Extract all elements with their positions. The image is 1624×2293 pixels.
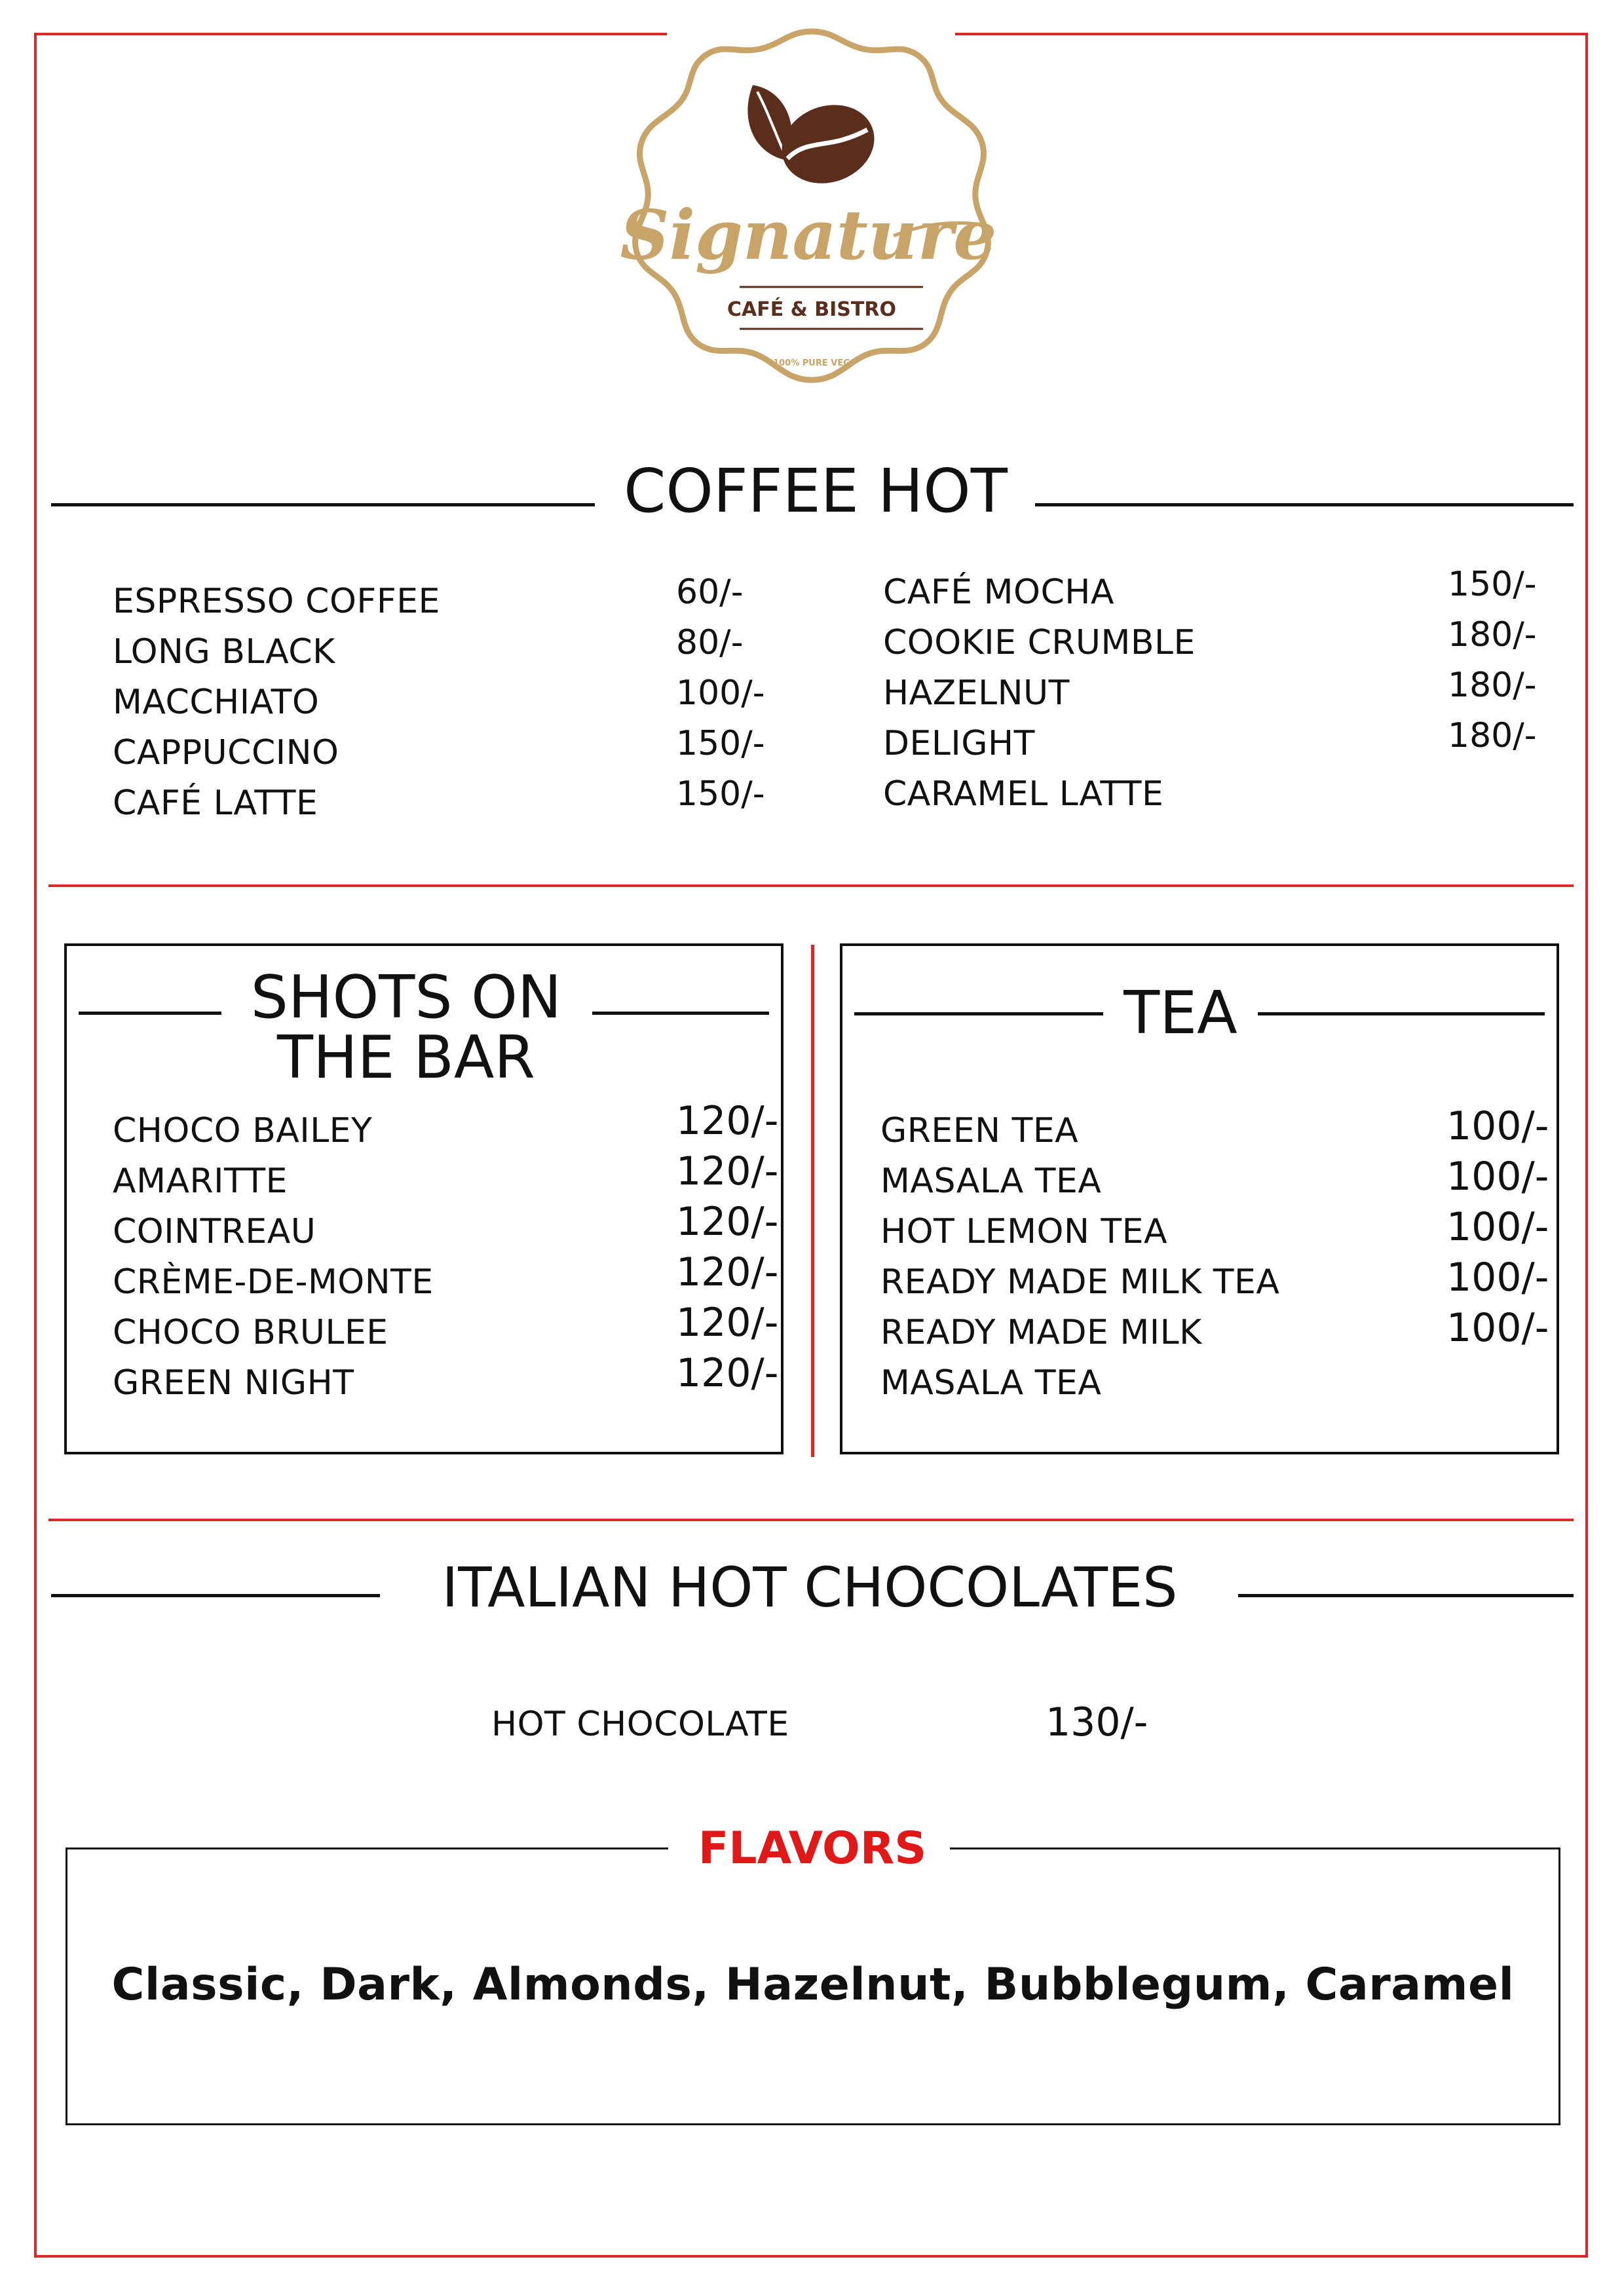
coffee-item-macchiato: MACCHIATO — [113, 683, 320, 722]
logo-tagline: 100% PURE VEG — [773, 358, 850, 368]
coffee-item-espresso: ESPRESSO COFFEE — [113, 582, 440, 621]
shots-price-5: 120/- — [676, 1300, 779, 1346]
italian-title: ITALIAN HOT CHOCOLATES — [442, 1555, 1178, 1620]
italian-price-hot-chocolate: 130/- — [1046, 1699, 1148, 1745]
coffee-item-delight: DELIGHT — [883, 724, 1035, 763]
coffee-hot-title: COFFEE HOT — [624, 456, 1008, 526]
tea-item-hot-lemon-tea: HOT LEMON TEA — [880, 1212, 1168, 1251]
shots-price-2: 120/- — [676, 1148, 779, 1194]
coffee-item-hazelnut: HAZELNUT — [883, 673, 1070, 713]
column-divider — [811, 945, 814, 1457]
tea-item-masala-tea: MASALA TEA — [880, 1162, 1102, 1201]
coffee-item-cafe-mocha: CAFÉ MOCHA — [883, 573, 1114, 612]
logo-subtitle: CAFÉ & BISTRO — [727, 298, 896, 321]
frame-left — [34, 33, 37, 2256]
divider-after-coffee — [48, 884, 1574, 887]
tea-price-4: 100/- — [1446, 1255, 1549, 1300]
coffee-price-espresso: 60/- — [676, 573, 744, 612]
coffee-price-right-2: 180/- — [1448, 615, 1537, 654]
frame-top-right — [955, 33, 1588, 35]
tea-item-ready-made-milk: READY MADE MILK — [880, 1313, 1202, 1352]
frame-bottom — [34, 2255, 1588, 2258]
tea-title-rule-right — [1258, 1012, 1545, 1015]
coffee-item-long-black: LONG BLACK — [113, 632, 335, 672]
shots-price-6: 120/- — [676, 1350, 779, 1396]
flavors-title: FLAVORS — [698, 1823, 927, 1874]
coffee-title-rule-left — [51, 503, 595, 506]
coffee-title-rule-right — [1035, 503, 1574, 506]
tea-item-ready-made-milk-tea: READY MADE MILK TEA — [880, 1262, 1280, 1302]
italian-title-rule-left — [51, 1594, 380, 1597]
coffee-price-long-black: 80/- — [676, 623, 744, 662]
tea-title: TEA — [1124, 979, 1237, 1048]
shots-title-line1: SHOTS ON — [250, 963, 562, 1032]
shots-price-4: 120/- — [676, 1249, 779, 1295]
coffee-price-macchiato: 100/- — [676, 673, 765, 713]
shots-item-choco-bailey: CHOCO BAILEY — [113, 1111, 373, 1150]
flavors-list: Classic, Dark, Almonds, Hazelnut, Bubblegum, Caramel — [111, 1959, 1515, 2011]
shots-title-rule-left — [79, 1012, 221, 1015]
shots-item-choco-brulee: CHOCO BRULEE — [113, 1313, 388, 1352]
coffee-price-cafe-latte: 150/- — [676, 774, 765, 814]
logo-seal-icon — [612, 13, 1011, 406]
coffee-item-caramel-latte: CARAMEL LATTE — [883, 774, 1164, 814]
coffee-item-cafe-latte: CAFÉ LATTE — [113, 784, 318, 823]
shots-title-rule-right — [592, 1012, 769, 1015]
shots-price-1: 120/- — [676, 1098, 779, 1144]
coffee-item-cookie-crumble: COOKIE CRUMBLE — [883, 623, 1196, 662]
frame-right — [1585, 33, 1588, 2256]
divider-after-shots-tea — [48, 1519, 1574, 1521]
tea-title-rule-left — [854, 1012, 1103, 1015]
coffee-price-right-4: 180/- — [1448, 716, 1537, 755]
coffee-item-cappuccino: CAPPUCCINO — [113, 733, 339, 772]
coffee-price-right-3: 180/- — [1448, 666, 1537, 705]
tea-price-3: 100/- — [1446, 1204, 1549, 1250]
tea-item-masala-tea-2: MASALA TEA — [880, 1363, 1102, 1403]
cafe-logo — [612, 13, 1011, 406]
shots-item-creme-de-monte: CRÈME-DE-MONTE — [113, 1262, 434, 1302]
logo-brand-text: Signature — [620, 195, 997, 275]
frame-top-left — [34, 33, 667, 35]
tea-price-2: 100/- — [1446, 1154, 1549, 1200]
italian-title-rule-right — [1238, 1594, 1574, 1597]
coffee-price-cappuccino: 150/- — [676, 724, 765, 763]
tea-item-green-tea: GREEN TEA — [880, 1111, 1079, 1150]
coffee-price-right-1: 150/- — [1448, 565, 1537, 604]
tea-price-5: 100/- — [1446, 1305, 1549, 1351]
shots-item-cointreau: COINTREAU — [113, 1212, 316, 1251]
italian-item-hot-chocolate: HOT CHOCOLATE — [491, 1705, 789, 1744]
shots-item-amaritte: AMARITTE — [113, 1162, 288, 1201]
shots-price-3: 120/- — [676, 1199, 779, 1245]
shots-item-green-night: GREEN NIGHT — [113, 1363, 354, 1403]
shots-title-line2: THE BAR — [277, 1023, 535, 1092]
tea-price-1: 100/- — [1446, 1103, 1549, 1149]
